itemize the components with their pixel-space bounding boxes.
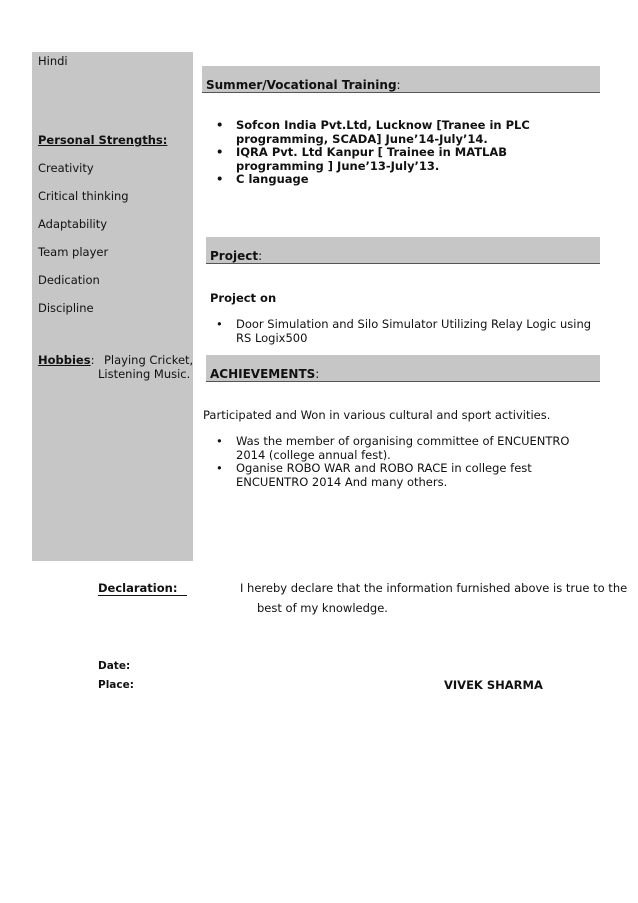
project-heading: Project: xyxy=(206,237,600,264)
training-list xyxy=(202,119,597,187)
strength-item: Creativity xyxy=(38,161,94,175)
strength-item: Dedication xyxy=(38,273,100,287)
hobbies-line: Playing Cricket, xyxy=(104,353,194,367)
achievements-intro: Participated and Won in various cultural and sport activities. xyxy=(203,408,551,422)
strengths-heading: Personal Strengths: xyxy=(38,133,168,147)
hobbies-heading: Hobbies: xyxy=(38,353,95,367)
hobbies-line: Listening Music. xyxy=(98,367,191,381)
achievement-item: • Oganise ROBO WAR and ROBO RACE in college fest ENCUENTRO 2014 And many others. xyxy=(202,462,597,489)
declaration-text: best of my knowledge. xyxy=(257,601,388,615)
achievements-list xyxy=(202,435,597,489)
training-heading: Summer/Vocational Training: xyxy=(202,66,600,93)
place-label: Place: xyxy=(98,679,134,691)
strength-item: Discipline xyxy=(38,301,94,315)
language-item: Hindi xyxy=(38,54,68,68)
date-label: Date: xyxy=(98,660,131,672)
project-list xyxy=(202,318,597,345)
achievement-item: • Was the member of organising committee of ENCUENTRO 2014 (college annual fest). xyxy=(202,435,597,462)
project-subheading: Project on xyxy=(210,291,277,305)
training-item: • Sofcon India Pvt.Ltd, Lucknow [Tranee in PLC programming, SCADA] June’14-July’14. xyxy=(202,119,597,146)
training-item: • C language xyxy=(202,173,597,187)
declaration-text: I hereby declare that the information furnished above is true to the xyxy=(240,581,628,595)
project-item: • Door Simulation and Silo Simulator Utilizing Relay Logic using RS Logix500 xyxy=(202,318,597,345)
strength-item: Critical thinking xyxy=(38,189,129,203)
strength-item: Adaptability xyxy=(38,217,108,231)
achievements-heading: ACHIEVEMENTS: xyxy=(206,355,600,382)
strength-item: Team player xyxy=(38,245,109,259)
signature-name: VIVEK SHARMA xyxy=(444,678,543,692)
declaration-label: Declaration: xyxy=(98,581,187,596)
training-item: • IQRA Pvt. Ltd Kanpur [ Trainee in MATLAB programming ] June’13-July’13. xyxy=(202,146,597,173)
